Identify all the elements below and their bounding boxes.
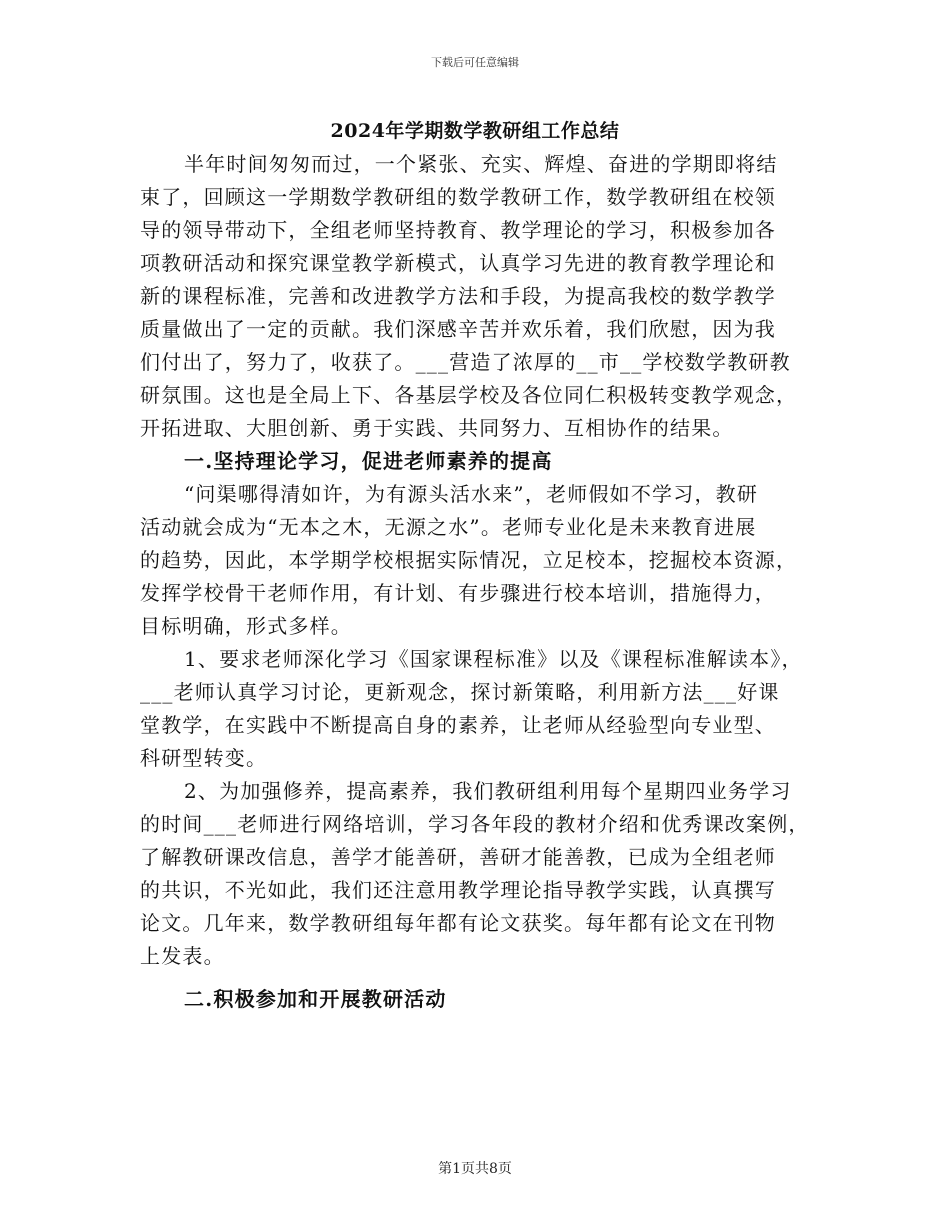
paragraph-line: 2、为加强修养，提高素养，我们教研组利用每个星期四业务学习	[184, 779, 792, 803]
paragraph-line: 的时间___老师进行网络培训，学习各年段的教材介绍和优秀课改案例，	[140, 812, 810, 836]
paragraph-line: 论文。几年来，数学教研组每年都有论文获奖。每年都有论文在刊物	[140, 911, 776, 935]
paragraph-line: 上发表。	[140, 944, 225, 968]
paragraph-line: “问渠哪得清如许，为有源头活水来”，老师假如不学习，教研	[184, 482, 759, 506]
paragraph-line: 堂教学，在实践中不断提高自身的素养，让老师从经验型向专业型、	[140, 713, 776, 737]
document-body	[140, 148, 812, 1016]
paragraph-line: 了解教研课改信息，善学才能善研，善研才能善教，已成为全组老师	[140, 845, 776, 869]
document-title: 2024年学期数学教研组工作总结	[330, 120, 620, 142]
section-heading-1: 一.坚持理论学习，促进老师素养的提高	[184, 449, 553, 473]
paragraph-line: 活动就会成为“无本之木，无源之水”。老师专业化是未来教育进展	[140, 515, 757, 539]
paragraph-line: 项教研活动和探究课堂教学新模式，认真学习先进的教育教学理论和	[140, 251, 776, 275]
paragraph-line: 束了，回顾这一学期数学教研组的数学教研工作，数学教研组在校领	[140, 185, 776, 209]
paragraph-line: 开拓进取、大胆创新、勇于实践、共同努力、互相协作的结果。	[140, 416, 734, 440]
paragraph-line: 半年时间匆匆而过，一个紧张、充实、辉煌、奋进的学期即将结	[184, 152, 778, 176]
paragraph-line: ___老师认真学习讨论，更新观念，探讨新策略，利用新方法___好课	[140, 680, 780, 704]
header-note: 下载后可任意编辑	[431, 56, 519, 69]
paragraph-line: 目标明确，形式多样。	[140, 614, 352, 638]
paragraph-line: 导的领导带动下，全组老师坚持教育、教学理论的学习，积极参加各	[140, 218, 776, 242]
paragraph-line: 研氛围。这也是全局上下、各基层学校及各位同仁积极转变教学观念，	[140, 383, 798, 407]
paragraph-line: 们付出了，努力了，收获了。___营造了浓厚的__市__学校数学教研教	[140, 350, 791, 374]
page-number: 第1页共8页	[438, 1161, 512, 1177]
paragraph-line: 1、要求老师深化学习《国家课程标准》以及《课程标准解读本》，	[184, 647, 803, 671]
paragraph-line: 科研型转变。	[140, 746, 268, 770]
paragraph-line: 发挥学校骨干老师作用，有计划、有步骤进行校本培训，措施得力，	[140, 581, 776, 605]
paragraph-line: 的共识，不光如此，我们还注意用教学理论指导教学实践，认真撰写	[140, 878, 776, 902]
paragraph-line: 新的课程标准，完善和改进教学方法和手段，为提高我校的数学教学	[140, 284, 776, 308]
paragraph-line: 质量做出了一定的贡献。我们深感辛苦并欢乐着，我们欣慰，因为我	[140, 317, 776, 341]
paragraph-line: 的趋势，因此，本学期学校根据实际情况，立足校本，挖掘校本资源，	[140, 548, 798, 572]
section-heading-2: 二.积极参加和开展教研活动	[184, 987, 447, 1011]
